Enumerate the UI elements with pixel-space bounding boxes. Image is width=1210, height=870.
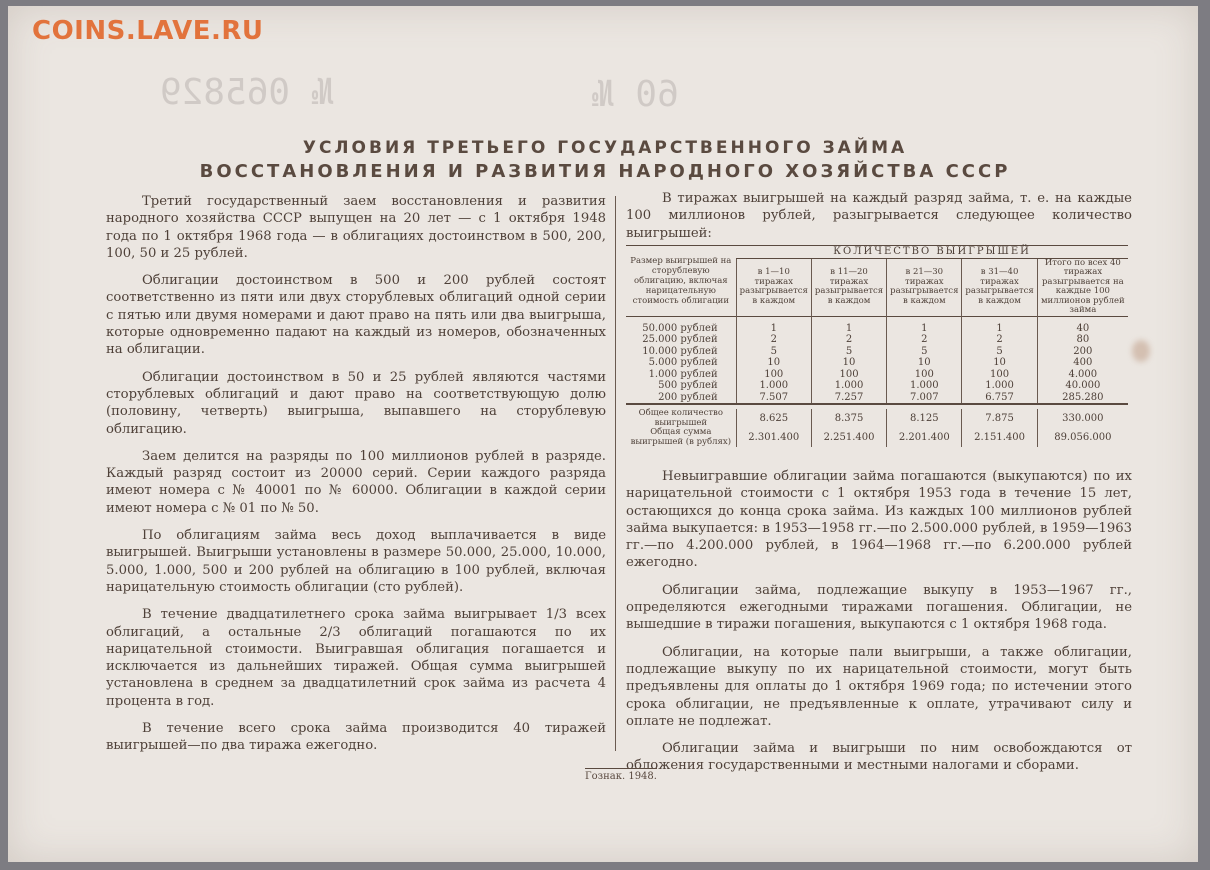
cell: 2: [736, 334, 811, 346]
cell: 100: [811, 369, 886, 381]
column-header: Итого по всех 40 тиражах разыгрывается на каждые 100 миллионов рублей займа: [1037, 258, 1128, 316]
left-text-column: [106, 193, 606, 765]
paragraph: Облигации займа и выигрыши по ним освобождаются от обложения государственными и местными налогами и сборами.: [626, 741, 1132, 774]
cell: 2.301.400: [736, 428, 811, 447]
paragraph: Облигации, на которые пали выигрыши, а также облигации, подлежащие выкупу по их нарицательной стоимости, могут быть предъявлены для оплаты до 1 октября 1969 года; по истечении этого срока облигации, не предъявленные к оплате, утрачивают силу и оплате не подлежат.: [626, 644, 1132, 729]
row-label: 500 рублей: [658, 380, 718, 391]
row-label: 25.000 рублей: [642, 334, 718, 345]
paragraph: Облигации достоинством в 500 и 200 рублей состоят соответственно из пяти или двух сторублевых облигаций одной серии с пятью или двумя номерами и дают право на пять или два выигрыша, которые одновременно падают на каждый из номеров, обозначенных на облигации.: [106, 273, 606, 358]
row-label: 5.000 рублей: [648, 357, 718, 368]
cell: 285.280: [1037, 392, 1128, 405]
cell: 89.056.000: [1037, 428, 1128, 447]
document-title-line2: ВОССТАНОВЛЕНИЯ И РАЗВИТИЯ НАРОДНОГО ХОЗЯЙСТВА СССР: [199, 161, 1011, 182]
document-title-line1: УСЛОВИЯ ТРЕТЬЕГО ГОСУДАРСТВЕННОГО ЗАЙМА: [302, 138, 908, 158]
cell: 2: [811, 334, 886, 346]
prize-table: [626, 245, 1128, 447]
table-row: [626, 316, 1128, 334]
cell: 5: [887, 346, 962, 358]
row-label: Общее количество выигрышей: [638, 408, 723, 428]
cell: 200: [1037, 346, 1128, 358]
cell: 1.000: [887, 380, 962, 392]
paragraph: Облигации займа, подлежащие выкупу в 1953—1967 гг., определяются ежегодными тиражами погашения. Облигации, не вышедшие в тиражи погашения, выкупаются с 1 октября 1968 года.: [626, 582, 1132, 633]
cell: 100: [962, 369, 1037, 381]
cell: 1.000: [962, 380, 1037, 392]
cell: 7.007: [887, 392, 962, 405]
cell: 10: [736, 357, 811, 369]
cell: 1: [962, 316, 1037, 334]
paragraph: В тиражах выигрышей на каждый разряд займа, т. е. на каждые 100 миллионов рублей, разыгрывается следующее количество выигрышей:: [626, 191, 1132, 241]
row-label: 1.000 рублей: [648, 368, 718, 380]
cell: 6.757: [962, 392, 1037, 405]
cell: 5: [736, 346, 811, 358]
table-row: [626, 369, 1128, 381]
cell: 2.201.400: [887, 428, 962, 447]
cell: 1: [811, 316, 886, 334]
cell: 100: [887, 369, 962, 381]
cell: 7.507: [736, 392, 811, 405]
site-watermark: COINS.LAVE.RU: [32, 16, 264, 46]
cell: 400: [1037, 357, 1128, 369]
table-row: [626, 380, 1128, 392]
table-row: [626, 357, 1128, 369]
paragraph: Невыигравшие облигации займа погашаются (выкупаются) по их нарицательной стоимости с 1 октября 1953 года в течение 15 лет, остающихся до конца срока займа. Из каждых 100 миллионов рублей займа выкупается: в 1953—1958 гг.—по 2.500.000 рублей, в 1959—1963 гг.—по 4.200.000 рублей, в 1964—1968 гг.—по 6.200.000 рублей ежегодно.: [626, 469, 1132, 571]
cell: 100: [736, 369, 811, 381]
cell: 330.000: [1037, 409, 1128, 428]
right-text-column: [626, 468, 1132, 785]
column-divider: [615, 196, 616, 751]
cell: 4.000: [1037, 369, 1128, 381]
printer-imprint: Гознак. 1948.: [585, 768, 657, 782]
column-header: в 11—20 тиражах разыгрывается в каждом: [811, 258, 886, 316]
column-header: в 1—10 тиражах разыгрывается в каждом: [736, 258, 811, 316]
paragraph: По облигациям займа весь доход выплачивается в виде выигрышей. Выигрыши установлены в размере 50.000, 25.000, 10.000, 5.000, 1.000, 500 и 200 рублей на облигацию в 100 рублей, включая нарицательную стоимость облигации (сто рублей).: [106, 528, 606, 595]
cell: 1: [736, 316, 811, 334]
cell: 1.000: [811, 380, 886, 392]
paragraph: Третий государственный заем восстановления и развития народного хозяйства СССР выпущен на 20 лет — с 1 октября 1948 года по 1 октября 1968 года — в облигациях достоинством в 500, 200, 100, 50 и 25 рублей.: [106, 194, 606, 261]
table-row: [626, 392, 1128, 405]
cell: 8.625: [736, 409, 811, 428]
cell: 10: [887, 357, 962, 369]
row-label: 50.000 рублей: [626, 316, 736, 334]
paper-stain: [1132, 340, 1150, 362]
cell: 5: [811, 346, 886, 358]
paragraph: В течение всего срока займа производится 40 тиражей выигрышей—по два тиража ежегодно.: [106, 721, 606, 754]
cell: 5: [962, 346, 1037, 358]
cell: 10: [811, 357, 886, 369]
cell: 8.375: [811, 409, 886, 428]
row-label: 200 рублей: [658, 391, 718, 403]
table-total-row: [626, 409, 1128, 428]
cell: 2.151.400: [962, 428, 1037, 447]
table-row: [626, 346, 1128, 358]
cell: 8.125: [887, 409, 962, 428]
show-through-series: 60 №: [592, 74, 679, 115]
paragraph: Облигации достоинством в 50 и 25 рублей являются частями сторублевых облигаций и дают право на соответствующую долю (половину, четверть) выигрыша, выпавшего на сторублевую облигацию.: [106, 369, 606, 437]
row-label: Общая сумма выигрышей (в рублях): [630, 427, 732, 447]
cell: 1: [887, 316, 962, 334]
table-total-row: [626, 428, 1128, 447]
column-header: в 31—40 тиражах разыгрывается в каждом: [962, 258, 1037, 316]
column-header: в 21—30 тиражах разыгрывается в каждом: [887, 258, 962, 316]
table-row: [626, 334, 1128, 346]
cell: 2: [962, 334, 1037, 346]
cell: 2: [887, 334, 962, 346]
right-intro: [626, 190, 1132, 252]
cell: 10: [962, 357, 1037, 369]
paragraph: Заем делится на разряды по 100 миллионов рублей в разряде. Каждый разряд состоит из 20000 серий. Серии каждого разряда имеют номера с № 40001 по № 60000. Облигации в каждой серии имеют номера с № 01 по № 50.: [106, 448, 606, 516]
table-group-header: КОЛИЧЕСТВО ВЫИГРЫШЕЙ: [736, 246, 1128, 259]
cell: 40: [1037, 316, 1128, 334]
cell: 40.000: [1037, 380, 1128, 392]
show-through-serial: № 065829: [160, 72, 334, 113]
table-row-header: Размер выигрышей на сторублевую облигацию, включая нарицательную стоимость облигации: [626, 246, 736, 317]
cell: 1.000: [736, 380, 811, 392]
cell: 7.257: [811, 392, 886, 405]
row-label: 10.000 рублей: [642, 345, 718, 357]
cell: 2.251.400: [811, 428, 886, 447]
cell: 7.875: [962, 409, 1037, 428]
paragraph: В течение двадцатилетнего срока займа выигрывает 1/3 всех облигаций, а остальные 2/3 облигаций погашаются по их нарицательной стоимости. Выигравшая облигация погашается и исключается из дальнейших тиражей. Общая сумма выигрышей установлена в среднем за двадцатилетний срок займа из расчета 4 процента в год.: [106, 607, 606, 709]
cell: 80: [1037, 334, 1128, 346]
